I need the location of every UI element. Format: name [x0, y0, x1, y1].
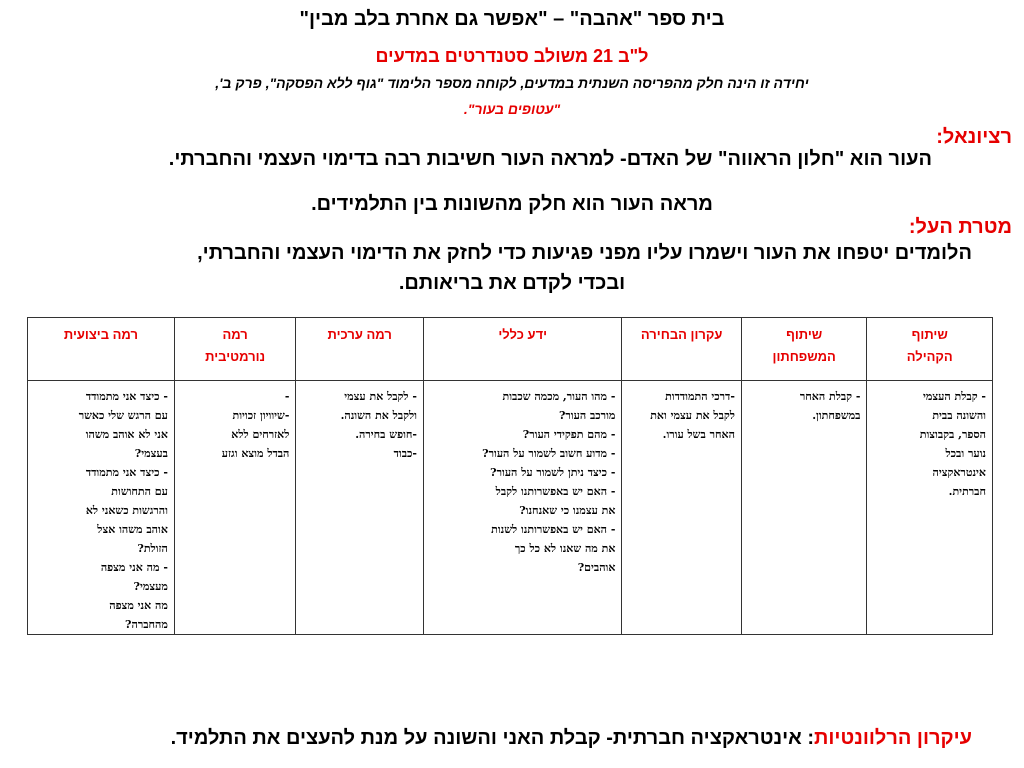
relevance-label: עיקרון הרלוונטיות	[814, 727, 972, 749]
cell-choice-principle: -דרכי התמודדות לקבל את עצמי ואת האחר בשל עורו.	[622, 381, 741, 635]
cell-family-daycare: - קבלת האחר במשפחתון.	[741, 381, 867, 635]
header-line: המשפחתון	[772, 349, 836, 364]
rationale-label: רציונאל:	[936, 126, 1012, 148]
header-family-daycare	[741, 318, 867, 381]
header-line: ידע כללי	[498, 327, 548, 342]
goal-label: מטרת העל:	[908, 216, 1012, 238]
header-values-level	[296, 318, 424, 381]
table-row	[28, 381, 993, 635]
page-subtitle: ל"ב 21 משולב סטנדרטים במדעים	[375, 46, 649, 66]
header-line: שיתוף	[911, 327, 948, 342]
cell-performance-level: - כיצד אני מתמודד עם הרגש שלי כאשר אני לא אוהב משהו בעצמי? - כיצד אני מתמודד עם התחושות והרגשות כשאני לא אוהב משהו אצל הזולת? - מה אני מצפה מעצמי? מה אני מצפה מהחברה?	[28, 381, 175, 635]
header-line: שיתוף	[786, 327, 823, 342]
relevance-text: : אינטראקציה חברתית- קבלת האני והשונה על מנת להעצים את התלמיד.	[170, 727, 815, 749]
header-line: רמה ביצועית	[63, 327, 138, 342]
header-community	[867, 318, 993, 381]
header-line: נורמטיבית	[205, 349, 266, 364]
header-line: רמה	[222, 327, 248, 342]
header-line: רמה ערכית	[327, 327, 392, 342]
header-general-knowledge	[423, 318, 621, 381]
cell-values-level: - לקבל את עצמי ולקבל את השונה. -חופש בחירה. -כבוד	[296, 381, 424, 635]
header-performance-level	[28, 318, 175, 381]
table-header-row	[28, 318, 993, 381]
standards-table	[27, 317, 993, 635]
unit-description: יחידה זו הינה חלק מהפריסה השנתית במדעים, לקוחה מספר הלימוד "גוף ללא הפסקה", פרק ב',	[215, 75, 809, 91]
unit-chapter-name: "עטופים בעור".	[463, 101, 561, 117]
goal-line-2: ובכדי לקדם את בריאותם.	[398, 272, 626, 294]
page-title: בית ספר "אהבה" – "אפשר גם אחרת בלב מבין"	[299, 8, 725, 30]
header-normative-level	[174, 318, 296, 381]
header-choice-principle	[622, 318, 741, 381]
header-line: הקהילה	[906, 349, 953, 364]
cell-community: - קבלת העצמי והשונה בבית הספר, בקבוצות נוער ובכל אינטראקציה חברתית.	[867, 381, 993, 635]
rationale-line-2: מראה העור הוא חלק מהשונות בין התלמידים.	[311, 193, 713, 215]
cell-normative-level: - -שיוויון זכויות לאזרחים ללא הבדל מוצא וגזע	[174, 381, 296, 635]
relevance-principle	[171, 727, 972, 750]
cell-general-knowledge: - מהו העור, מכמה שכבות מורכב העור? - מהם תפקידי העור? - מדוע חשוב לשמור על העור? - כיצד ניתן לשמור על העור? - האם יש באפשרותנו לקבל את עצמנו כי שאנחנו? - האם יש באפשרותנו לשנות את מה שאנו לא כל כך אוהבים?	[423, 381, 621, 635]
goal-line-1: הלומדים יטפחו את העור וישמרו עליו מפני פגיעות כדי לחזק את הדימוי העצמי והחברתי,	[197, 242, 972, 264]
header-line: עקרון הבחירה	[640, 327, 723, 342]
rationale-line-1: העור הוא "חלון הראווה" של האדם- למראה העור חשיבות רבה בדימוי העצמי והחברתי.	[168, 148, 932, 170]
